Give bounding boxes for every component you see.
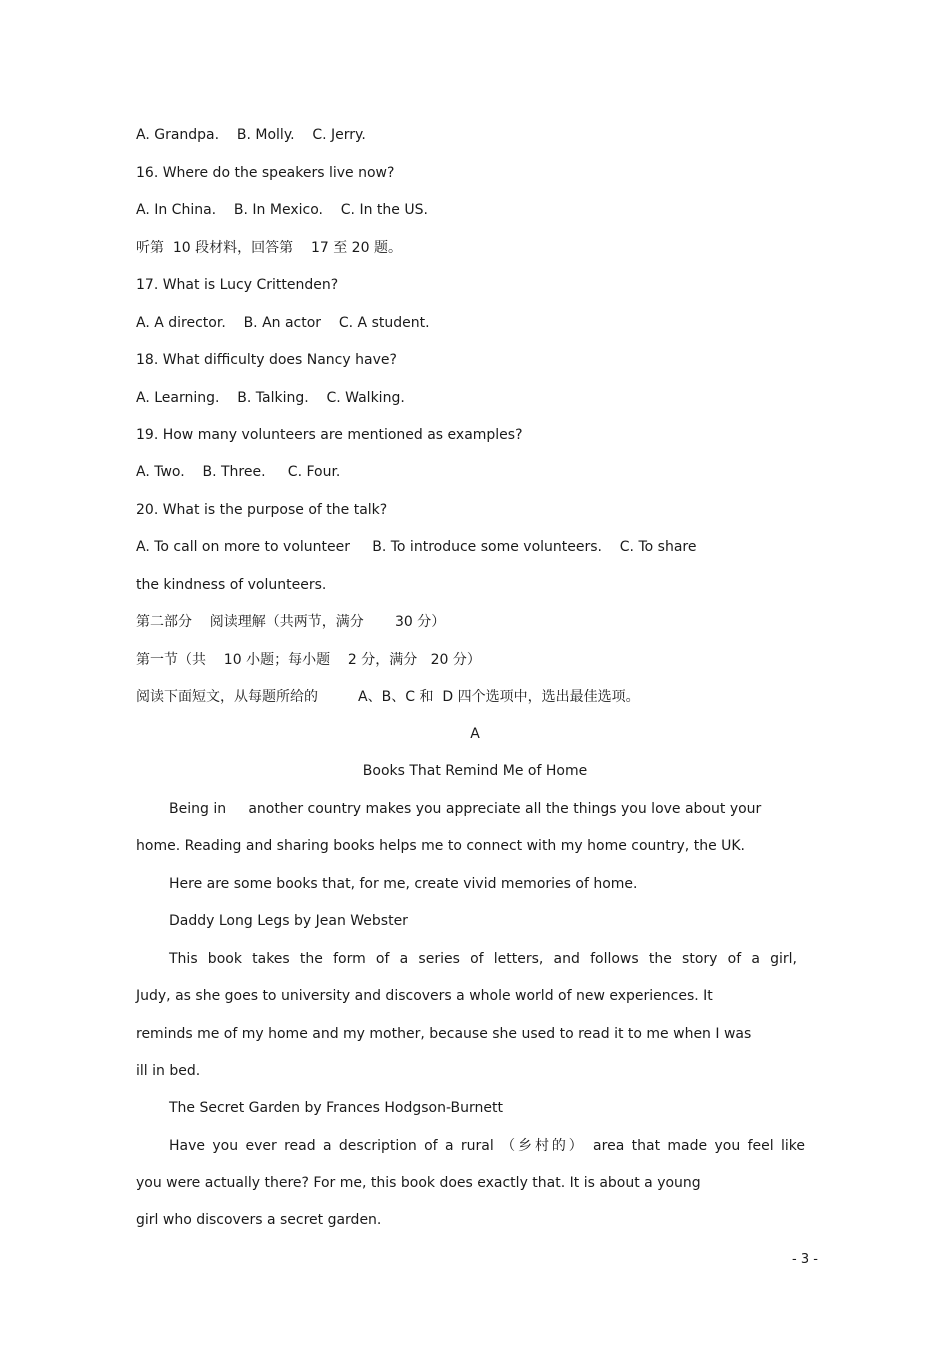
- q16-options: A. In China. B. In Mexico. C. In the US.: [136, 202, 428, 218]
- paragraph-text: you were actually there? For me, this book does exactly that. It is about a young: [136, 1175, 701, 1191]
- passage-label: A: [470, 726, 480, 742]
- paragraph-text: Have you ever read a description of a rural （乡村的） area that made you feel like: [169, 1138, 805, 1154]
- book-title: Daddy Long Legs by Jean Webster: [169, 913, 408, 929]
- paragraph-text: Being in another country makes you appreciate all the things you love about your: [169, 801, 762, 817]
- paragraph-text: This book takes the form of a series of letters, and follows the story of a girl,: [169, 951, 797, 967]
- reading-instruction: 阅读下面短文，从每题所给的 A、B、C 和 D 四个选项中，选出最佳选项。: [136, 689, 640, 705]
- q20-options: A. To call on more to volunteer B. To introduce some volunteers. C. To share: [136, 539, 697, 555]
- part-two-heading: 第二部分 阅读理解（共两节，满分 30 分）: [136, 614, 446, 630]
- q15-options: A. Grandpa. B. Molly. C. Jerry.: [136, 127, 366, 143]
- listening-instruction: 听第 10 段材料，回答第 17 至 20 题。: [136, 240, 402, 256]
- q19-options: A. Two. B. Three. C. Four.: [136, 464, 341, 480]
- paragraph-text: Here are some books that, for me, create vivid memories of home.: [169, 876, 638, 892]
- paragraph-text: home. Reading and sharing books helps me to connect with my home country, the UK.: [136, 838, 746, 854]
- section-one-heading: 第一节（共 10 小题；每小题 2 分，满分 20 分）: [136, 652, 481, 668]
- q20-options-continued: the kindness of volunteers.: [136, 577, 327, 593]
- paragraph-text: girl who discovers a secret garden.: [136, 1212, 382, 1228]
- q20-question: 20. What is the purpose of the talk?: [136, 502, 388, 518]
- q17-question: 17. What is Lucy Crittenden?: [136, 277, 339, 293]
- book-title: The Secret Garden by Frances Hodgson-Burnett: [169, 1100, 503, 1116]
- paragraph-text: reminds me of my home and my mother, because she used to read it to me when I was: [136, 1026, 752, 1042]
- q19-question: 19. How many volunteers are mentioned as examples?: [136, 427, 523, 443]
- paragraph-text: Judy, as she goes to university and discovers a whole world of new experiences. It: [136, 988, 713, 1004]
- page-number: - 3 -: [792, 1252, 818, 1267]
- q18-options: A. Learning. B. Talking. C. Walking.: [136, 390, 405, 406]
- q16-question: 16. Where do the speakers live now?: [136, 165, 395, 181]
- q17-options: A. A director. B. An actor C. A student.: [136, 315, 430, 331]
- q18-question: 18. What difficulty does Nancy have?: [136, 352, 397, 368]
- paragraph-text: ill in bed.: [136, 1063, 201, 1079]
- passage-title: Books That Remind Me of Home: [362, 763, 588, 779]
